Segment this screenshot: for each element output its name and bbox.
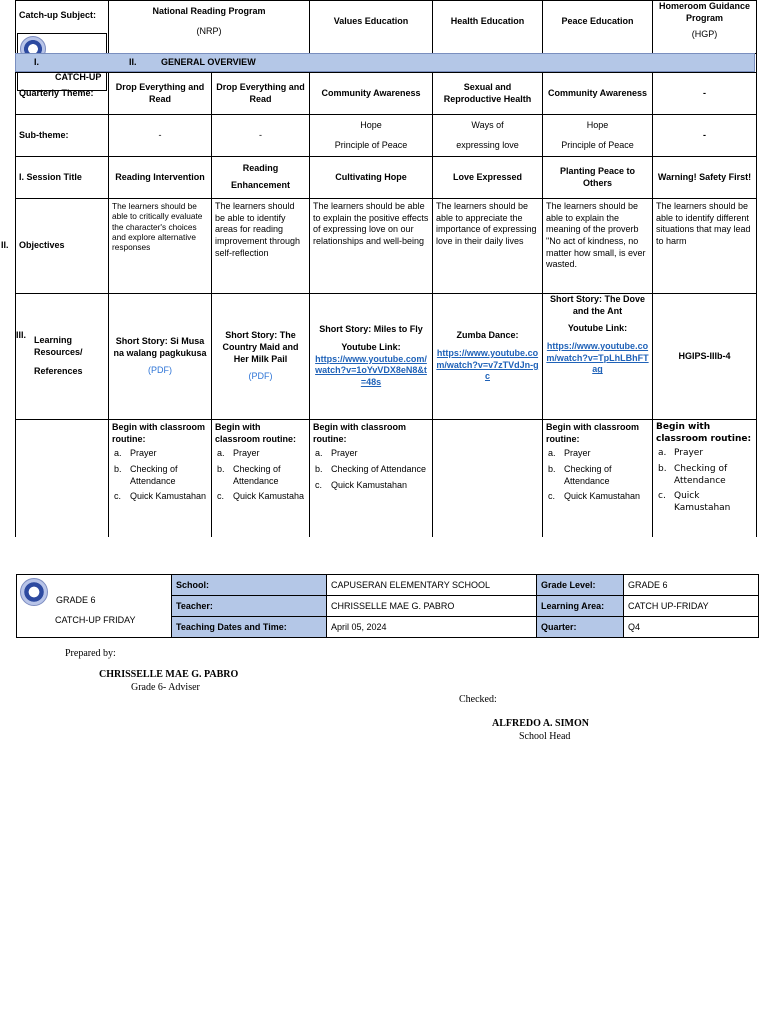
subtheme-hgp: - xyxy=(653,115,757,157)
routine-nrp1-item: b. Checking of Attendance xyxy=(114,464,178,486)
main-table xyxy=(1,0,757,537)
session-values: Cultivating Hope xyxy=(310,157,433,199)
objectives-row xyxy=(16,199,757,294)
resources-nrp1-pdf-link[interactable]: (PDF) xyxy=(148,365,172,376)
objectives-nrp2: The learners should be able to identify areas for reading improvement through self-reflection xyxy=(212,199,310,294)
quarterly-label: Quarterly Theme: xyxy=(16,73,109,115)
resources-nrp1 xyxy=(109,294,212,420)
resources-label-1: Learning xyxy=(34,335,73,346)
resources-health xyxy=(433,294,543,420)
routine-hgp-item: a. Prayer xyxy=(658,448,704,459)
resources-peace xyxy=(543,294,653,420)
learning-area-value: CATCH UP-FRIDAY xyxy=(624,596,759,617)
overview-title: GENERAL OVERVIEW xyxy=(161,57,256,67)
routine-values-item: c. Quick Kamustahan xyxy=(315,479,408,490)
objectives-num: II. xyxy=(1,240,9,251)
resources-health-title: Zumba Dance: xyxy=(456,330,519,341)
session-peace: Planting Peace to Others xyxy=(543,157,653,199)
session-nrp1: Reading Intervention xyxy=(109,157,212,199)
objectives-values: The learners should be able to explain the positive effects of expressing love on our relationships and well-being xyxy=(310,199,433,294)
quarter-label: Quarter: xyxy=(537,617,624,638)
routine-peace xyxy=(543,420,653,537)
overlay-catchup-text: CATCH-UP xyxy=(55,72,102,82)
header-row xyxy=(16,1,757,54)
subtheme-nrp1: - xyxy=(109,115,212,157)
teacher-value: CHRISSELLE MAE G. PABRO xyxy=(327,596,537,617)
objectives-hgp: The learners should be able to identify different situations that may lead to harm xyxy=(653,199,757,294)
resources-values-yt-label: Youtube Link: xyxy=(341,341,401,352)
subtheme-peace xyxy=(543,115,653,157)
routine-nrp2-item: b. Checking of Attendance xyxy=(217,464,281,486)
routine-hgp-head: Begin with classroom routine: xyxy=(656,422,752,444)
quarter-value: Q4 xyxy=(624,617,759,638)
school-info-table xyxy=(16,574,759,638)
resources-peace-youtube-link[interactable]: https://www.youtube.com/watch?v=TpLhLBhFTag xyxy=(546,341,649,375)
preparer-name: CHRISSELLE MAE G. PABRO xyxy=(99,669,239,680)
dates-value: April 05, 2024 xyxy=(327,617,537,638)
routine-values-item: a. Prayer xyxy=(315,448,358,459)
routine-nrp1-item: c. Quick Kamustahan xyxy=(114,491,207,502)
objectives-label: Objectives xyxy=(19,240,65,251)
subtheme-nrp2: - xyxy=(212,115,310,157)
school-value: CAPUSERAN ELEMENTARY SCHOOL xyxy=(327,575,537,596)
routine-health xyxy=(433,420,543,537)
routine-values-item: b. Checking of Attendance xyxy=(315,464,427,475)
session-label: I. Session Title xyxy=(16,157,109,199)
routine-nrp2-item: c. Quick Kamustaha xyxy=(217,491,305,502)
overview-number-1: I. xyxy=(34,57,40,67)
routine-nrp1 xyxy=(109,420,212,537)
health-header: Health Education xyxy=(433,1,543,54)
prepared-by-label: Prepared by: xyxy=(65,648,116,659)
checker-role: School Head xyxy=(519,731,571,742)
routine-nrp1-head: Begin with classroom routine: xyxy=(112,422,206,444)
catchup-subject-label: Catch-up Subject: xyxy=(16,1,109,54)
overview-number-2: II. xyxy=(129,57,137,67)
routine-hgp-item: c. Quick Kamustahan xyxy=(658,491,731,514)
resources-values-title: Short Story: Miles to Fly xyxy=(319,324,423,335)
resources-values xyxy=(310,294,433,420)
quarterly-nrp2: Drop Everything and Read xyxy=(212,73,310,115)
session-nrp2-line1: Reading xyxy=(242,163,279,174)
subtheme-values-line2: Principle of Peace xyxy=(334,139,408,150)
resources-nrp2-pdf-link[interactable]: (PDF) xyxy=(248,371,273,382)
grade-level-value: GRADE 6 xyxy=(624,575,759,596)
learning-area-label: Learning Area: xyxy=(537,596,624,617)
routine-nrp2 xyxy=(212,420,310,537)
quarterly-values: Community Awareness xyxy=(310,73,433,115)
session-nrp2-line2: Enhancement xyxy=(230,180,290,190)
subtheme-values xyxy=(310,115,433,157)
grade-level-label: Grade Level: xyxy=(537,575,624,596)
subtheme-health xyxy=(433,115,543,157)
grade-banner-grade: GRADE 6 xyxy=(56,595,96,605)
deped-seal-footer-icon xyxy=(20,578,48,606)
resources-peace-yt-label: Youtube Link: xyxy=(567,323,628,334)
routine-nrp2-head: Begin with classroom routine: xyxy=(215,422,297,444)
routine-peace-head: Begin with classroom routine: xyxy=(546,422,640,444)
subtheme-peace-line2: Principle of Peace xyxy=(561,139,634,150)
subtheme-health-line1: Ways of xyxy=(471,119,504,130)
quarterly-peace: Community Awareness xyxy=(543,73,653,115)
quarterly-hgp: - xyxy=(653,73,757,115)
routine-hgp-item: b. Checking of Attendance xyxy=(658,464,728,486)
subtheme-values-line1: Hope xyxy=(360,119,382,130)
objectives-nrp1: The learners should be able to critically evaluate the character's choices and explore alternative responses xyxy=(109,199,212,294)
hgp-abbr: (HGP) xyxy=(691,29,718,40)
resources-health-youtube-link[interactable]: https://www.youtube.com/watch?v=v7zTVdJn-gc xyxy=(436,347,539,382)
nrp-label: National Reading Program xyxy=(152,6,266,16)
school-label: School: xyxy=(172,575,327,596)
resources-nrp1-title: Short Story: Si Musa na walang pagkukusa xyxy=(113,335,207,358)
resources-label-cell xyxy=(16,294,109,420)
quarterly-row xyxy=(16,73,757,115)
routine-hgp xyxy=(653,420,757,537)
routine-row xyxy=(16,420,757,537)
objectives-label-cell xyxy=(1,199,109,294)
values-header: Values Education xyxy=(310,1,433,54)
grade-banner xyxy=(17,575,172,638)
preparer-role: Grade 6- Adviser xyxy=(131,682,200,693)
objectives-peace: The learners should be able to explain the meaning of the proverb "No act of kindness, no matter how small, is ever wasted. xyxy=(543,199,653,294)
routine-peace-item: c. Quick Kamustahan xyxy=(548,491,641,502)
session-hgp: Warning! Safety First! xyxy=(653,157,757,199)
session-row xyxy=(16,157,757,199)
quarterly-nrp1: Drop Everything and Read xyxy=(109,73,212,115)
routine-nrp1-item: a. Prayer xyxy=(114,448,157,459)
subtheme-label: Sub-theme: xyxy=(16,115,109,157)
routine-peace-item: b. Checking of Attendance xyxy=(548,464,612,486)
checked-label: Checked: xyxy=(459,694,497,705)
grade-banner-catchup: CATCH-UP FRIDAY xyxy=(55,615,136,625)
nrp-abbr: (NRP) xyxy=(196,25,222,36)
subtheme-row xyxy=(16,115,757,157)
resources-num: III. xyxy=(16,330,27,340)
routine-label xyxy=(16,420,109,537)
subtheme-health-line2: expressing love xyxy=(456,139,519,150)
resources-values-youtube-link[interactable]: https://www.youtube.com/watch?v=1oYvVDX8eN8&t=48s xyxy=(315,353,427,388)
nrp-header xyxy=(109,1,310,54)
hgp-label: Homeroom Guidance Program xyxy=(658,1,750,23)
hgp-header xyxy=(653,1,757,54)
subtheme-peace-line1: Hope xyxy=(586,119,609,130)
routine-values xyxy=(310,420,433,537)
checker-name: ALFREDO A. SIMON xyxy=(492,718,589,729)
objectives-health: The learners should be able to appreciate the importance of expressing love in their daily lives xyxy=(433,199,543,294)
resources-hgp: HGIPS-IIIb-4 xyxy=(653,294,757,420)
routine-peace-item: a. Prayer xyxy=(548,448,591,459)
resources-label-3: References xyxy=(34,365,83,376)
resources-nrp2 xyxy=(212,294,310,420)
general-overview-bar xyxy=(15,53,755,72)
quarterly-health: Sexual and Reproductive Health xyxy=(433,73,543,115)
resources-nrp2-title: Short Story: The Country Maid and Her Milk Pail xyxy=(222,330,299,364)
routine-nrp2-item: a. Prayer xyxy=(217,448,260,459)
school-info-row xyxy=(17,575,759,596)
teacher-label: Teacher: xyxy=(172,596,327,617)
peace-header: Peace Education xyxy=(543,1,653,54)
resources-row xyxy=(16,294,757,420)
dates-label: Teaching Dates and Time: xyxy=(172,617,327,638)
resources-peace-title: Short Story: The Dove and the Ant xyxy=(549,294,645,316)
resources-label-2: Resources/ xyxy=(34,347,83,358)
session-health: Love Expressed xyxy=(433,157,543,199)
routine-values-head: Begin with classroom routine: xyxy=(313,422,407,444)
session-nrp2 xyxy=(212,157,310,199)
